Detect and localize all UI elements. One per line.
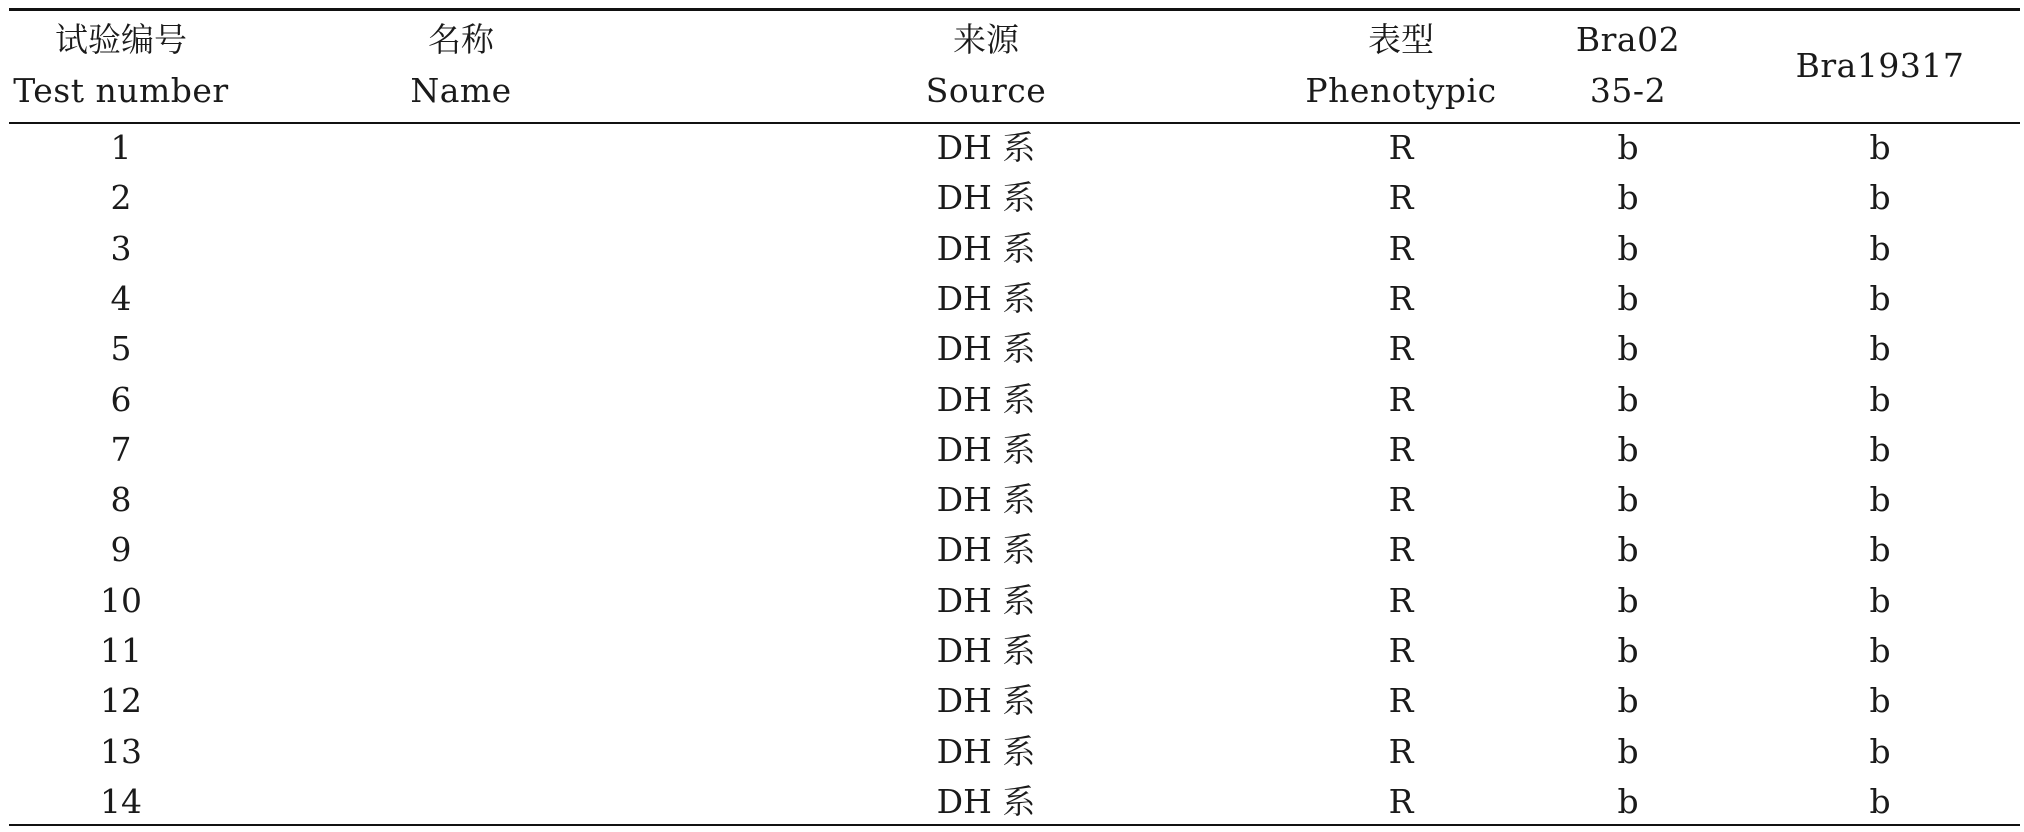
cell-bra19317: b (1869, 480, 1891, 520)
cell-phenotypic: R (1388, 681, 1414, 721)
table-row (0, 430, 2024, 480)
cell-test-number: 4 (110, 278, 132, 318)
table-row (0, 631, 2024, 681)
cell-bra19317: b (1869, 228, 1891, 268)
cell-test-number: 9 (110, 530, 132, 570)
header-source-zh: 来源 (953, 20, 1019, 59)
cell-phenotypic: R (1388, 781, 1414, 821)
cell-bra0235: b (1617, 379, 1639, 419)
cell-source: DH 系 (936, 278, 1036, 318)
cell-phenotypic: R (1388, 580, 1414, 620)
cell-source: DH 系 (936, 530, 1036, 570)
cell-bra19317: b (1869, 781, 1891, 821)
header-bra0235-line1: Bra02 (1575, 20, 1681, 59)
header-name-zh: 名称 (428, 20, 494, 59)
cell-bra0235: b (1617, 480, 1639, 520)
cell-source: DH 系 (936, 631, 1036, 670)
cell-phenotypic: R (1388, 178, 1414, 218)
cell-test-number: 13 (100, 731, 142, 771)
table-header-rule (9, 122, 2020, 124)
cell-bra0235: b (1617, 731, 1639, 771)
cell-bra19317: b (1869, 731, 1891, 771)
table-row (0, 329, 2024, 379)
cell-bra19317: b (1869, 429, 1891, 469)
cell-source: DH 系 (936, 480, 1036, 520)
header-source-en: Source (925, 71, 1047, 110)
table-row (0, 128, 2024, 178)
cell-source: DH 系 (936, 580, 1036, 620)
cell-bra0235: b (1617, 781, 1639, 821)
cell-test-number: 14 (100, 781, 142, 821)
table-row (0, 178, 2024, 228)
cell-phenotypic: R (1388, 731, 1414, 771)
cell-bra19317: b (1869, 178, 1891, 218)
cell-bra19317: b (1869, 530, 1891, 570)
cell-bra0235: b (1617, 580, 1639, 620)
cell-source: DH 系 (936, 731, 1036, 771)
header-phenotypic-zh: 表型 (1368, 20, 1434, 59)
cell-test-number: 7 (110, 429, 132, 469)
cell-source: DH 系 (936, 178, 1036, 218)
cell-bra19317: b (1869, 128, 1891, 167)
table-row (0, 480, 2024, 530)
cell-bra0235: b (1617, 681, 1639, 721)
cell-source: DH 系 (936, 781, 1036, 821)
cell-bra19317: b (1869, 681, 1891, 721)
cell-bra19317: b (1869, 329, 1891, 369)
table-row (0, 681, 2024, 731)
cell-source: DH 系 (936, 128, 1036, 167)
cell-test-number: 3 (110, 228, 132, 268)
cell-bra19317: b (1869, 631, 1891, 670)
cell-phenotypic: R (1388, 128, 1414, 167)
header-test-number-zh: 试验编号 (55, 20, 187, 59)
cell-bra0235: b (1617, 530, 1639, 570)
table-row (0, 380, 2024, 430)
cell-phenotypic: R (1388, 631, 1414, 670)
cell-source: DH 系 (936, 228, 1036, 268)
table-row (0, 229, 2024, 279)
cell-test-number: 8 (110, 480, 132, 520)
table-row (0, 530, 2024, 580)
table-row (0, 732, 2024, 782)
cell-bra0235: b (1617, 329, 1639, 369)
header-test-number-en: Test number (13, 71, 229, 110)
cell-bra0235: b (1617, 631, 1639, 670)
cell-source: DH 系 (936, 379, 1036, 419)
cell-source: DH 系 (936, 681, 1036, 721)
table-row (0, 279, 2024, 329)
cell-phenotypic: R (1388, 429, 1414, 469)
cell-test-number: 2 (110, 178, 132, 218)
header-phenotypic-en: Phenotypic (1305, 71, 1497, 110)
header-bra0235-line2: 35-2 (1589, 71, 1667, 110)
cell-source: DH 系 (936, 429, 1036, 469)
header-bra19317: Bra19317 (1795, 46, 1965, 85)
cell-bra0235: b (1617, 128, 1639, 167)
cell-bra0235: b (1617, 429, 1639, 469)
table-top-rule (9, 8, 2020, 11)
table-row (0, 581, 2024, 631)
header-name-en: Name (410, 71, 512, 110)
cell-test-number: 6 (110, 379, 132, 419)
cell-phenotypic: R (1388, 480, 1414, 520)
cell-test-number: 1 (110, 128, 132, 167)
cell-test-number: 11 (100, 631, 142, 670)
cell-test-number: 12 (100, 681, 142, 721)
cell-bra19317: b (1869, 278, 1891, 318)
cell-bra19317: b (1869, 379, 1891, 419)
cell-bra0235: b (1617, 278, 1639, 318)
cell-phenotypic: R (1388, 278, 1414, 318)
cell-test-number: 5 (110, 329, 132, 369)
cell-phenotypic: R (1388, 228, 1414, 268)
cell-phenotypic: R (1388, 329, 1414, 369)
cell-source: DH 系 (936, 329, 1036, 369)
cell-bra0235: b (1617, 178, 1639, 218)
cell-phenotypic: R (1388, 530, 1414, 570)
cell-bra0235: b (1617, 228, 1639, 268)
cell-phenotypic: R (1388, 379, 1414, 419)
cell-test-number: 10 (100, 580, 142, 620)
cell-bra19317: b (1869, 580, 1891, 620)
table-bottom-rule (9, 824, 2020, 826)
